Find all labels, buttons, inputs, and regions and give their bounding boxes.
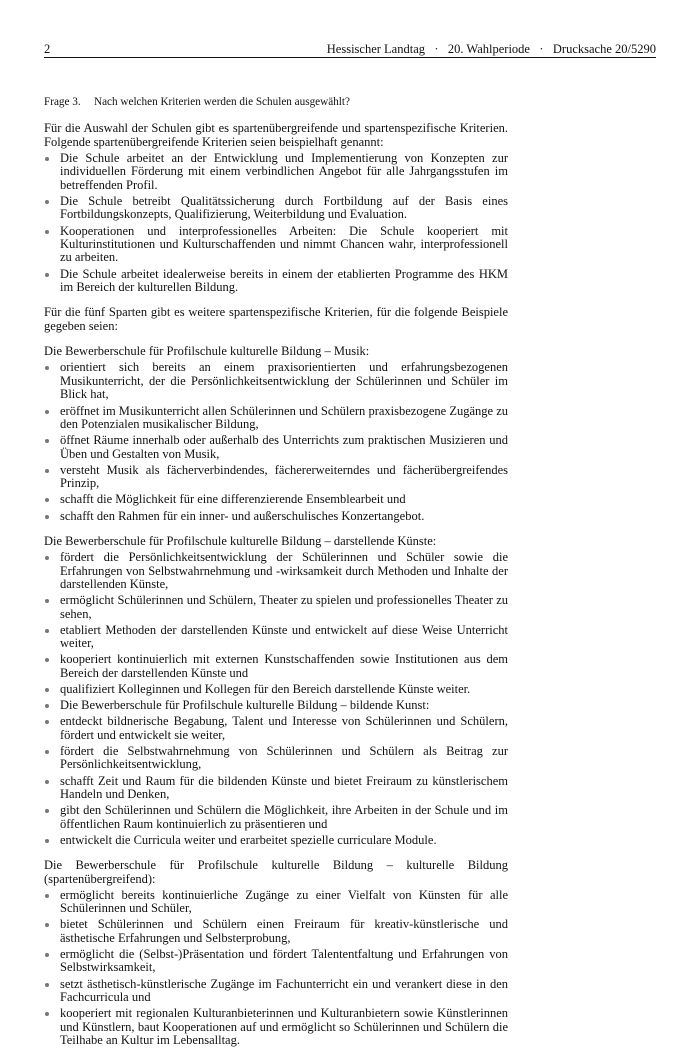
list-item: kooperiert kontinuierlich mit externen Kunstschaffenden sowie Institutionen aus dem Bereich der darstellenden Künste und: [44, 653, 508, 680]
general-criteria-list: [44, 152, 508, 294]
list-item: orientiert sich bereits an einem praxisorientierten und erfahrungsbezogenen Musikunterricht, der die Persönlichkeitsentwicklung der Schülerinnen und Schüler im Blick hat,: [44, 361, 508, 401]
question: [44, 96, 508, 109]
list-item: kooperiert mit regionalen Kulturanbieterinnen und Kulturanbietern sowie Künstlerinnen und Künstlern, baut Kooperationen auf und ermöglicht so Schülerinnen und Schülern die Teilhabe an Kultur im Lebensalltag.: [44, 1007, 508, 1047]
list-item: bietet Schülerinnen und Schülern einen Freiraum für kreativ-künstlerische und ästhetische Erfahrungen und Selbsterprobung,: [44, 918, 508, 945]
page-header: [44, 40, 656, 58]
darstellende-heading: Die Bewerberschule für Profilschule kulturelle Bildung – darstellende Künste:: [44, 533, 437, 548]
list-item: gibt den Schülerinnen und Schülern die Möglichkeit, ihre Arbeiten in der Schule und im öffentlichen Raum kontinuierlich zu präsentieren und: [44, 804, 508, 831]
list-item: fördert die Persönlichkeitsentwicklung der Schülerinnen und Schüler sowie die Erfahrungen von Selbstwahrnehmung und -wirksamkeit durch Methoden und Inhalte der darstellenden Künste,: [44, 551, 508, 591]
list-item: ermöglicht bereits kontinuierliche Zugänge zu einer Vielfalt von Künsten für alle Schülerinnen und Schüler,: [44, 889, 508, 916]
list-item: Die Bewerberschule für Profilschule kulturelle Bildung – bildende Kunst:: [44, 699, 508, 712]
specific-intro-paragraph: Für die fünf Sparten gibt es weitere spartenspezifische Kriterien, für die folgende Beispiele gegeben seien:: [44, 305, 508, 333]
list-item: setzt ästhetisch-künstlerische Zugänge im Fachunterricht ein und verankert diese in den Fachcurricula und: [44, 978, 508, 1005]
darstellende-list: [44, 551, 508, 847]
kulturelle-list: [44, 889, 508, 1048]
list-item: schafft den Rahmen für ein inner- und außerschulisches Konzertangebot.: [44, 510, 508, 523]
document-body: [44, 96, 508, 1048]
intro-paragraph: Für die Auswahl der Schulen gibt es spartenübergreifende und spartenspezifische Kriterien. Folgende spartenübergreifende Kriterien seien beispielhaft genannt:: [44, 121, 508, 149]
list-item: schafft Zeit und Raum für die bildenden Künste und bietet Freiraum zu künstlerischem Handeln und Denken,: [44, 775, 508, 802]
page-number: 2: [44, 42, 51, 56]
list-item: Die Schule betreibt Qualitätssicherung durch Fortbildung auf der Basis eines Fortbildungskonzepts, Qualifizierung, Weiterbildung und Evaluation.: [44, 195, 508, 222]
list-item: etabliert Methoden der darstellenden Künste und entwickelt auf diese Weise Unterricht weiter,: [44, 624, 508, 651]
musik-list: [44, 361, 508, 522]
document-reference: Hessischer Landtag · 20. Wahlperiode · Drucksache 20/5290: [326, 42, 656, 56]
list-item: entdeckt bildnerische Begabung, Talent und Interesse von Schülerinnen und Schülern, fördert und entwickelt sie weiter,: [44, 715, 508, 742]
list-item: Die Schule arbeitet an der Entwicklung und Implementierung von Konzepten zur individuellen Förderung mit einem verbindlichen Angebot für alle Jahrgangsstufen im betreffenden Profil.: [44, 152, 508, 192]
list-item: ermöglicht die (Selbst-)Präsentation und fördert Talententfaltung und Erfahrungen von Selbstwirksamkeit,: [44, 948, 508, 975]
musik-heading: Die Bewerberschule für Profilschule kulturelle Bildung – Musik:: [44, 344, 370, 359]
list-item: entwickelt die Curricula weiter und erarbeitet spezielle curriculare Module.: [44, 834, 508, 847]
kulturelle-heading: Die Bewerberschule für Profilschule kulturelle Bildung – kulturelle Bildung (spartenübergreifend):: [44, 858, 508, 886]
list-item: ermöglicht Schülerinnen und Schülern, Theater zu spielen und professionelles Theater zu sehen,: [44, 594, 508, 621]
list-item: qualifiziert Kolleginnen und Kollegen für den Bereich darstellende Künste weiter.: [44, 683, 508, 696]
list-item: schafft die Möglichkeit für eine differenzierende Ensemblearbeit und: [44, 493, 508, 506]
question-number: Frage 3.: [44, 96, 81, 108]
list-item: eröffnet im Musikunterricht allen Schülerinnen und Schülern praxisbezogene Zugänge zu den Potenzialen musikalischer Bildung,: [44, 405, 508, 432]
question-text: Nach welchen Kriterien werden die Schulen ausgewählt?: [94, 96, 350, 108]
header-rule: [44, 57, 656, 58]
list-item: fördert die Selbstwahrnehmung von Schülerinnen und Schülern als Beitrag zur Persönlichkeitsentwicklung,: [44, 745, 508, 772]
list-item: Kooperationen und interprofessionelles Arbeiten: Die Schule kooperiert mit Kulturinstitutionen und Kulturschaffenden und nimmt Chancen wahr, interprofessionell zu arbeiten.: [44, 225, 508, 265]
list-item: Die Schule arbeitet idealerweise bereits in einem der etablierten Programme des HKM im Bereich der kulturellen Bildung.: [44, 268, 508, 295]
list-item: versteht Musik als fächerverbindendes, fächererweiterndes und fächerübergreifendes Prinzip,: [44, 464, 508, 491]
list-item: öffnet Räume innerhalb oder außerhalb des Unterrichts zum praktischen Musizieren und Üben und Gestalten von Musik,: [44, 434, 508, 461]
